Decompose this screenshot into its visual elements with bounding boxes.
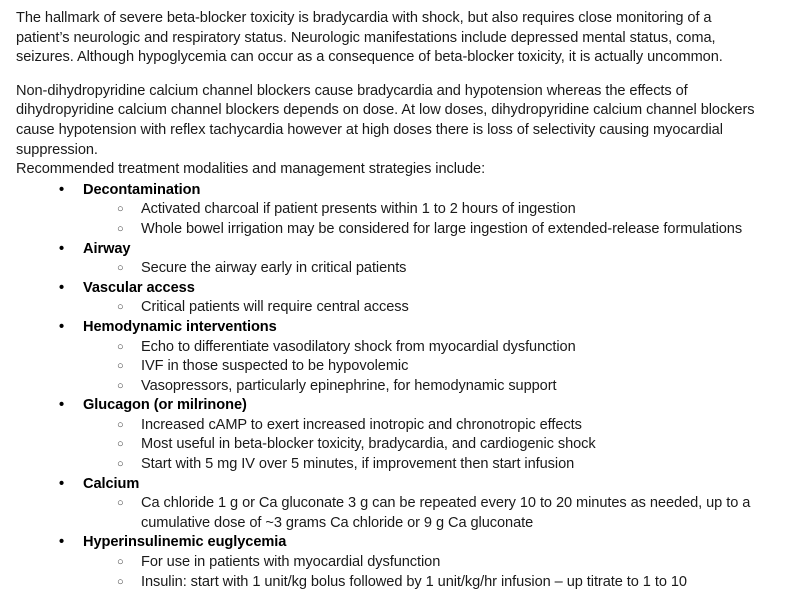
bullet-disc-icon: • [59, 534, 65, 551]
list-item [16, 259, 768, 279]
bullet-disc-icon: • [59, 240, 65, 257]
list-item-text: Increased cAMP to exert increased inotropic and chronotropic effects [141, 416, 582, 433]
bullet-circle-icon: ○ [117, 418, 124, 431]
list-item-text: Whole bowel irrigation may be considered for large ingestion of extended-release formulations [141, 220, 743, 237]
section-items-list [16, 553, 768, 592]
section-items-list [16, 298, 768, 318]
list-item [16, 455, 768, 475]
list-item-text: Most useful in beta-blocker toxicity, bradycardia, and cardiogenic shock [141, 436, 596, 453]
bullet-circle-icon: ○ [117, 497, 124, 510]
treatment-sections-list [16, 181, 768, 592]
section-heading-label: Vascular access [83, 279, 195, 296]
list-item [16, 553, 768, 573]
list-item-text: Critical patients will require central access [141, 299, 409, 316]
treatment-intro-line: Recommended treatment modalities and management strategies include: [16, 161, 486, 178]
list-item [16, 200, 768, 220]
section-items-list [16, 338, 768, 397]
bullet-circle-icon: ○ [117, 438, 124, 451]
bullet-circle-icon: ○ [117, 379, 124, 392]
list-item [16, 220, 768, 240]
list-item [16, 338, 768, 358]
list-item [16, 357, 768, 377]
list-item-text: Secure the airway early in critical patients [141, 260, 407, 277]
list-item-text: Vasopressors, particularly epinephrine, for hemodynamic support [141, 377, 557, 394]
bullet-circle-icon: ○ [117, 556, 124, 569]
bullet-circle-icon: ○ [117, 458, 124, 471]
bullet-circle-icon: ○ [117, 301, 124, 314]
section-heading-label: Decontamination [83, 181, 201, 198]
section-hyperinsulinemic-euglycemia [16, 533, 768, 592]
section-heading-label: Airway [83, 240, 131, 257]
section-items-list [16, 200, 768, 239]
list-item [16, 298, 768, 318]
list-item-text: IVF in those suspected to be hypovolemic [141, 358, 409, 375]
list-item-text: Start with 5 mg IV over 5 minutes, if improvement then start infusion [141, 456, 575, 473]
bullet-circle-icon: ○ [117, 360, 124, 373]
bullet-disc-icon: • [59, 279, 65, 296]
section-glucagon [16, 396, 768, 474]
document-body [16, 9, 768, 592]
section-items-list [16, 494, 768, 533]
section-heading-label: Hyperinsulinemic euglycemia [83, 534, 287, 551]
section-heading [16, 279, 768, 299]
section-heading-label: Glucagon (or milrinone) [83, 397, 247, 414]
bullet-circle-icon: ○ [117, 575, 124, 588]
list-item-text: Ca chloride 1 g or Ca gluconate 3 g can be repeated every 10 to 20 minutes as needed, up to a cumulative dose of ~3 grams Ca chloride or 9 g Ca gluconate [141, 495, 751, 531]
section-vascular-access [16, 279, 768, 318]
bullet-disc-icon: • [59, 318, 65, 335]
list-item [16, 377, 768, 397]
bullet-circle-icon: ○ [117, 340, 124, 353]
paragraph-beta-blocker-toxicity: The hallmark of severe beta-blocker toxicity is bradycardia with shock, but also requires close monitoring of a patient’s neurologic and respiratory status. Neurologic manifestations include depressed mental status, coma, seizures. Although hypoglycemia can occur as a consequence of beta-blocker toxicity, it is actually uncommon. [16, 10, 723, 66]
list-item-text: Echo to differentiate vasodilatory shock from myocardial dysfunction [141, 338, 576, 355]
list-item [16, 435, 768, 455]
section-heading [16, 318, 768, 338]
section-items-list [16, 259, 768, 279]
section-heading [16, 181, 768, 201]
list-item [16, 494, 768, 533]
section-heading [16, 240, 768, 260]
list-item [16, 416, 768, 436]
paragraph-calcium-channel-blockers: Non-dihydropyridine calcium channel blockers cause bradycardia and hypotension whereas the effects of dihydropyridine calcium channel blockers depends on dose. At low doses, dihydropyridine calcium channel blockers cause hypotension with reflex tachycardia however at high doses there is loss of selectivity causing myocardial suppression. [16, 82, 755, 158]
bullet-circle-icon: ○ [117, 222, 124, 235]
section-heading-label: Calcium [83, 475, 140, 492]
list-item-text: Insulin: start with 1 unit/kg bolus followed by 1 unit/kg/hr infusion – up titrate to 1 to 10 [141, 573, 687, 590]
section-decontamination [16, 181, 768, 240]
section-heading [16, 396, 768, 416]
section-heading [16, 475, 768, 495]
list-item-text: For use in patients with myocardial dysfunction [141, 554, 441, 571]
section-hemodynamic-interventions [16, 318, 768, 396]
section-heading-label: Hemodynamic interventions [83, 318, 277, 335]
section-airway [16, 240, 768, 279]
bullet-disc-icon: • [59, 181, 65, 198]
section-items-list [16, 416, 768, 475]
bullet-disc-icon: • [59, 397, 65, 414]
bullet-circle-icon: ○ [117, 262, 124, 275]
bullet-circle-icon: ○ [117, 203, 124, 216]
list-item-text: Activated charcoal if patient presents within 1 to 2 hours of ingestion [141, 201, 576, 218]
section-calcium [16, 475, 768, 534]
list-item [16, 573, 768, 593]
section-heading [16, 533, 768, 553]
bullet-disc-icon: • [59, 475, 65, 492]
